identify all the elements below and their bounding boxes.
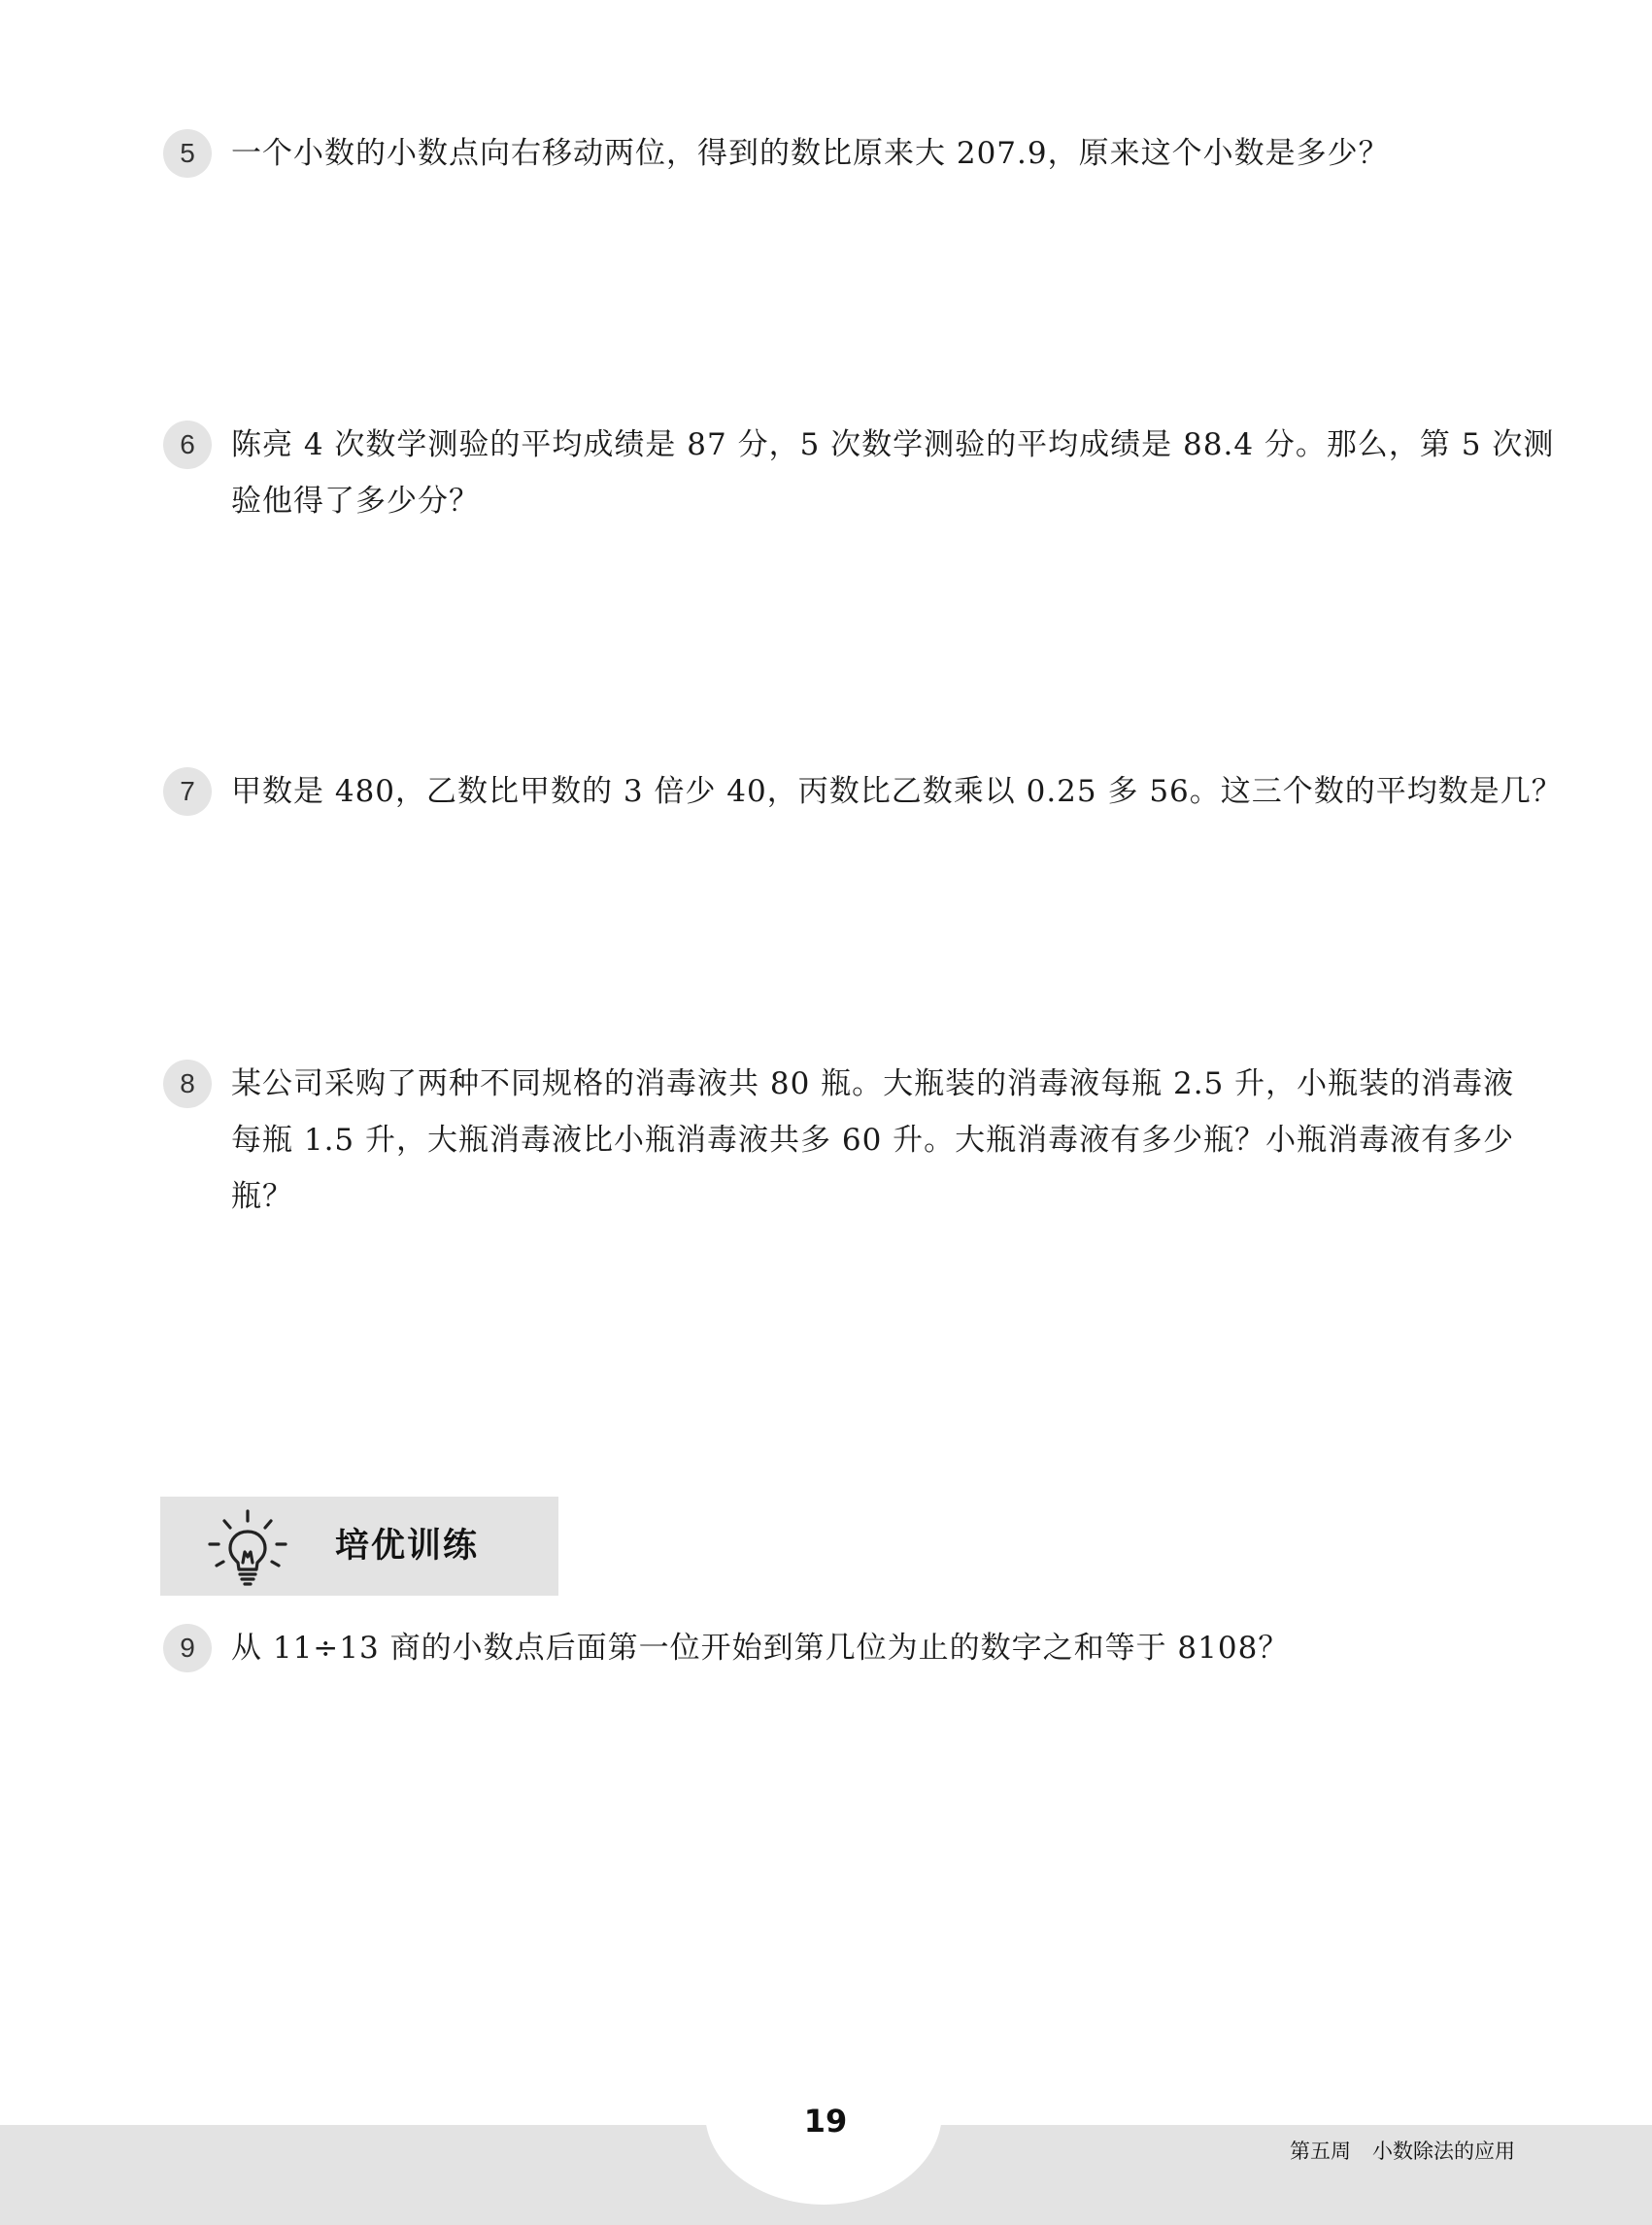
section-banner [160,1497,558,1596]
section-title: 培优训练 [335,1527,480,1566]
question-number-badge: 5 [163,129,212,178]
question-text [231,417,1555,529]
question-text [231,1620,1523,1676]
question-text [231,763,1563,820]
question-text-line: 陈亮 4 次数学测验的平均成绩是 87 分，5 次数学测验的平均成绩是 88.4 分。那么，第 5 次测 [231,427,1555,462]
question-text [231,125,1523,182]
lightbulb-icon [204,1503,291,1591]
chapter-label [1290,2136,1515,2165]
question-text-line: 某公司采购了两种不同规格的消毒液共 80 瓶。大瓶装的消毒液每瓶 2.5 升，小瓶装的消毒液 [231,1066,1515,1101]
question-text-line: 瓶？ [231,1179,293,1214]
question-text-line: 一个小数的小数点向右移动两位，得到的数比原来大 207.9，原来这个小数是多少？ [231,136,1390,171]
page-number: 19 [803,2103,848,2140]
question-number-badge: 8 [163,1060,212,1108]
question-text-line: 验他得了多少分？ [231,484,480,519]
question-text-line: 每瓶 1.5 升，大瓶消毒液比小瓶消毒液共多 60 升。大瓶消毒液有多少瓶？小瓶消毒液有多少 [231,1123,1515,1158]
question-text-line: 从 11÷13 商的小数点后面第一位开始到第几位为止的数字之和等于 8108？ [231,1631,1290,1666]
question-text [231,1056,1523,1225]
chapter-week: 第五周 [1290,2140,1351,2163]
question-number-badge: 6 [163,421,212,469]
question-number-badge: 9 [163,1624,212,1672]
chapter-topic: 小数除法的应用 [1372,2140,1515,2163]
question-number-badge: 7 [163,767,212,816]
question-text-line: 甲数是 480，乙数比甲数的 3 倍少 40，丙数比乙数乘以 0.25 多 56。这三个数的平均数是几？ [231,774,1563,809]
